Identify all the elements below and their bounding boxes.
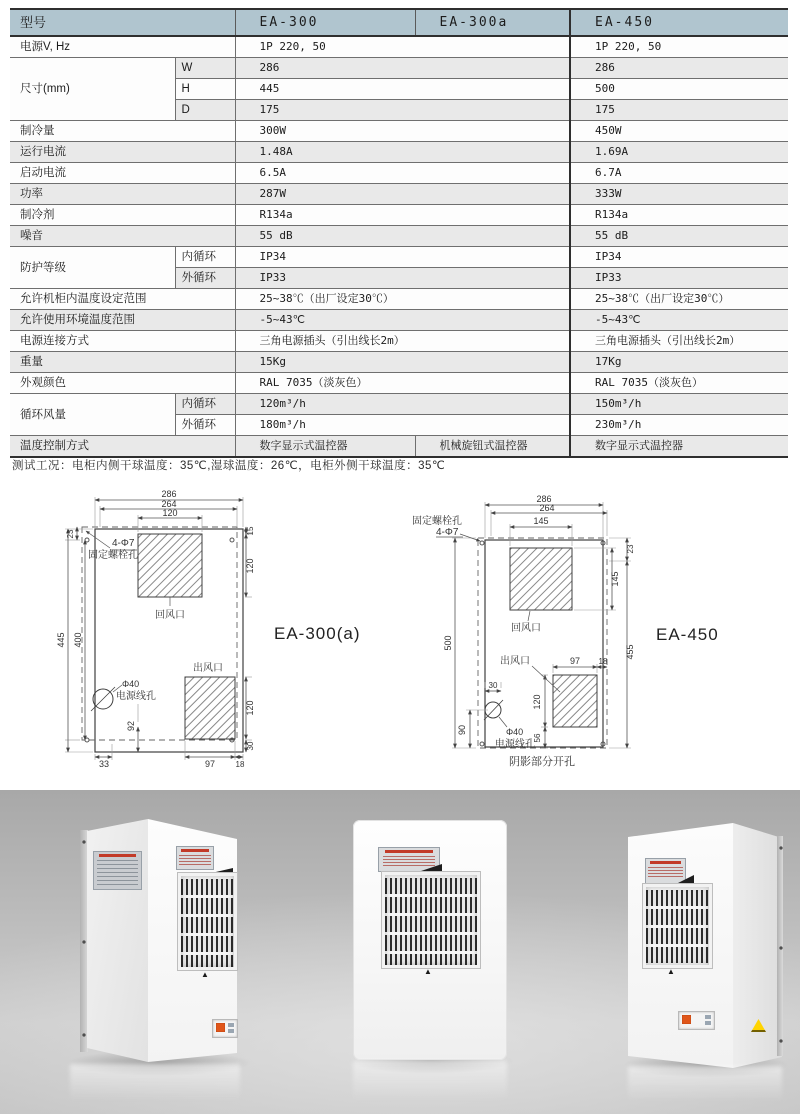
- dim-label: 90: [457, 724, 467, 736]
- spec-label-cell: 电源V, Hz: [10, 36, 235, 58]
- dim-label: 97: [569, 656, 581, 666]
- dim-label: 286: [161, 489, 177, 499]
- spec-header-cell: EA-300a: [415, 9, 570, 36]
- dim-label: 145: [533, 516, 549, 526]
- control-panel: [678, 1011, 715, 1030]
- test-conditions-note: 测试工况：电柜内侧干球温度：35℃,湿球温度：26℃，电柜外侧干球温度：35℃: [12, 460, 446, 472]
- dim-label: 264: [539, 503, 555, 513]
- spec-table-row: [10, 436, 788, 458]
- dim-label: 120: [245, 558, 255, 574]
- spec-table-body: [10, 9, 788, 457]
- product-photos-section: [0, 790, 800, 1114]
- spec-value-cell: 数字显示式温控器: [235, 436, 415, 458]
- product-photo-unit-1: [66, 816, 242, 1066]
- spec-value-cell: 三角电源插头（引出线长2m）: [235, 331, 570, 352]
- spec-value-cell: 数字显示式温控器: [570, 436, 788, 458]
- air-outlet-opening: [553, 675, 597, 727]
- spec-header-cell: 型号: [10, 9, 235, 36]
- air-outlet-label: 出风口: [193, 663, 223, 674]
- spec-value-cell: 55 dB: [235, 226, 570, 247]
- dim-label: 33: [98, 759, 110, 769]
- airflow-arrow-icon: [667, 968, 675, 976]
- dim-label: 15: [246, 526, 255, 536]
- control-panel: [212, 1019, 238, 1038]
- temperature-display: [216, 1023, 225, 1032]
- spec-value-cell: 25~38℃（出厂设定30℃）: [570, 289, 788, 310]
- shaded-area-note: 阴影部分开孔: [509, 756, 575, 768]
- spec-value-cell: 1.69A: [570, 142, 788, 163]
- spec-label-cell: 电源连接方式: [10, 331, 235, 352]
- dim-label: 30: [488, 681, 498, 690]
- drawing-title: EA-450: [656, 625, 719, 644]
- power-hole-label: 电源线孔: [495, 739, 535, 750]
- spec-label-cell: 允许机柜内温度设定范围: [10, 289, 235, 310]
- spec-value-cell: 333W: [570, 184, 788, 205]
- dim-label: 18: [598, 657, 608, 666]
- spec-value-cell: -5~43℃: [570, 310, 788, 331]
- dim-label: 23: [66, 529, 75, 539]
- spec-label-cell: 防护等级: [10, 247, 175, 289]
- airflow-arrow-icon: [424, 968, 432, 976]
- dim-label: 500: [443, 635, 453, 651]
- spec-table-row: [10, 289, 788, 310]
- spec-sublabel-cell: D: [175, 100, 235, 121]
- panel-buttons: [705, 1015, 711, 1025]
- spec-table-row: [10, 9, 788, 36]
- spec-table-row: [10, 163, 788, 184]
- spec-value-cell: 287W: [235, 184, 570, 205]
- dim-label: 120: [245, 700, 255, 716]
- spec-value-cell: 180m³/h: [235, 415, 570, 436]
- dimension-drawing-ea300: [40, 482, 400, 782]
- temperature-display: [682, 1015, 691, 1024]
- spec-label-cell: 循环风量: [10, 394, 175, 436]
- spec-sublabel-cell: 外循环: [175, 415, 235, 436]
- return-air-label: 回风口: [155, 610, 185, 621]
- spec-value-cell: R134a: [570, 205, 788, 226]
- spec-sublabel-cell: 外循环: [175, 268, 235, 289]
- return-air-label: 回风口: [511, 623, 541, 634]
- spec-value-cell: 6.7A: [570, 163, 788, 184]
- spec-sticker: [176, 846, 214, 870]
- spec-table-row: [10, 205, 788, 226]
- dim-label: 145: [610, 571, 620, 587]
- spec-value-cell: 286: [570, 58, 788, 79]
- spec-value-cell: RAL 7035（淡灰色）: [570, 373, 788, 394]
- bolt-hole-label: 4-Φ7: [112, 538, 135, 549]
- spec-label-cell: 噪音: [10, 226, 235, 247]
- spec-sublabel-cell: 内循环: [175, 247, 235, 268]
- drawing-title: EA-300(a): [274, 624, 361, 643]
- dim-label: 97: [204, 759, 216, 769]
- power-hole-label: Φ40: [122, 679, 140, 689]
- spec-label-cell: 温度控制方式: [10, 436, 235, 458]
- spec-value-cell: 445: [235, 79, 570, 100]
- spec-table-row: [10, 373, 788, 394]
- spec-value-cell: -5~43℃: [235, 310, 570, 331]
- spec-value-cell: 1P 220, 50: [570, 36, 788, 58]
- bolt-hole-label: 固定螺栓孔: [88, 550, 138, 561]
- return-air-opening: [138, 534, 202, 597]
- product-photo-unit-3: [625, 820, 785, 1070]
- spec-value-cell: 150m³/h: [570, 394, 788, 415]
- spec-label-cell: 制冷剂: [10, 205, 235, 226]
- power-hole-label: Φ40: [506, 727, 524, 737]
- dim-label: 445: [56, 632, 66, 648]
- dimension-drawing-ea450: [400, 480, 790, 790]
- spec-label-cell: 运行电流: [10, 142, 235, 163]
- dim-label: 264: [161, 499, 177, 509]
- spec-value-cell: 6.5A: [235, 163, 570, 184]
- ventilation-grille: [643, 884, 712, 968]
- spec-sublabel-cell: 内循环: [175, 394, 235, 415]
- product-photo-unit-2: [350, 818, 510, 1064]
- airflow-arrow-icon: [201, 971, 209, 979]
- spec-label-cell: 功率: [10, 184, 235, 205]
- spec-label-cell: 重量: [10, 352, 235, 373]
- spec-value-cell: 175: [235, 100, 570, 121]
- bolt-hole-label: 固定螺栓孔: [412, 516, 462, 527]
- bolt-hole-label: 4-Φ7: [436, 527, 459, 538]
- spec-value-cell: 120m³/h: [235, 394, 570, 415]
- spec-value-cell: 15Kg: [235, 352, 570, 373]
- ventilation-grille: [382, 872, 480, 968]
- spec-table-row: [10, 36, 788, 58]
- dim-label: 23: [626, 544, 635, 554]
- spec-table-row: [10, 394, 788, 415]
- spec-value-cell: 17Kg: [570, 352, 788, 373]
- dim-label: 286: [536, 494, 552, 504]
- spec-table-row: [10, 184, 788, 205]
- power-hole-label: 电源线孔: [116, 691, 156, 702]
- spec-table-row: [10, 247, 788, 268]
- spec-value-cell: 500: [570, 79, 788, 100]
- mounting-flange: [80, 830, 88, 1052]
- spec-value-cell: 三角电源插头（引出线长2m）: [570, 331, 788, 352]
- air-outlet-opening: [185, 677, 235, 739]
- spec-value-cell: 300W: [235, 121, 570, 142]
- dim-label: 92: [126, 720, 136, 732]
- dim-label: 120: [532, 694, 542, 710]
- spec-value-cell: 1P 220, 50: [235, 36, 570, 58]
- spec-table-row: [10, 352, 788, 373]
- spec-sticker: [645, 858, 686, 884]
- spec-label-cell: 外观颜色: [10, 373, 235, 394]
- spec-value-cell: IP34: [570, 247, 788, 268]
- spec-table-row: [10, 310, 788, 331]
- air-outlet-label: 出风口: [500, 656, 530, 667]
- dim-label: 400: [73, 632, 83, 648]
- spec-table-row: [10, 121, 788, 142]
- spec-value-cell: 230m³/h: [570, 415, 788, 436]
- spec-sublabel-cell: H: [175, 79, 235, 100]
- floor-reflection: [70, 1064, 240, 1108]
- spec-table-row: [10, 58, 788, 79]
- dim-label: 18: [235, 760, 245, 769]
- spec-label-cell: 制冷量: [10, 121, 235, 142]
- spec-value-cell: 1.48A: [235, 142, 570, 163]
- spec-table: [10, 8, 788, 458]
- spec-label-cell: 允许使用环境温度范围: [10, 310, 235, 331]
- spec-label-cell: 启动电流: [10, 163, 235, 184]
- spec-label-cell: 尺寸(mm): [10, 58, 175, 121]
- spec-table-row: [10, 331, 788, 352]
- return-air-opening: [510, 548, 572, 610]
- spec-table-row: [10, 226, 788, 247]
- spec-value-cell: 55 dB: [570, 226, 788, 247]
- spec-value-cell: 25~38℃（出厂设定30℃）: [235, 289, 570, 310]
- spec-value-cell: 286: [235, 58, 570, 79]
- floor-reflection: [628, 1066, 782, 1108]
- spec-value-cell: 机械旋钮式温控器: [415, 436, 570, 458]
- spec-value-cell: IP34: [235, 247, 570, 268]
- spec-value-cell: 175: [570, 100, 788, 121]
- spec-value-cell: IP33: [235, 268, 570, 289]
- dim-label: 455: [625, 644, 635, 660]
- spec-table-row: [10, 142, 788, 163]
- spec-sublabel-cell: W: [175, 58, 235, 79]
- spec-sticker: [93, 851, 142, 890]
- dim-label: 120: [162, 508, 178, 518]
- mounting-flange: [777, 836, 783, 1056]
- spec-value-cell: R134a: [235, 205, 570, 226]
- spec-value-cell: RAL 7035（淡灰色）: [235, 373, 570, 394]
- spec-value-cell: 450W: [570, 121, 788, 142]
- spec-header-cell: EA-450: [570, 9, 788, 36]
- spec-header-cell: EA-300: [235, 9, 415, 36]
- dim-label: 30: [246, 741, 255, 751]
- dim-label: 56: [533, 733, 542, 743]
- spec-value-cell: IP33: [570, 268, 788, 289]
- floor-reflection: [353, 1060, 507, 1108]
- ventilation-grille: [178, 873, 237, 970]
- panel-buttons: [228, 1023, 234, 1033]
